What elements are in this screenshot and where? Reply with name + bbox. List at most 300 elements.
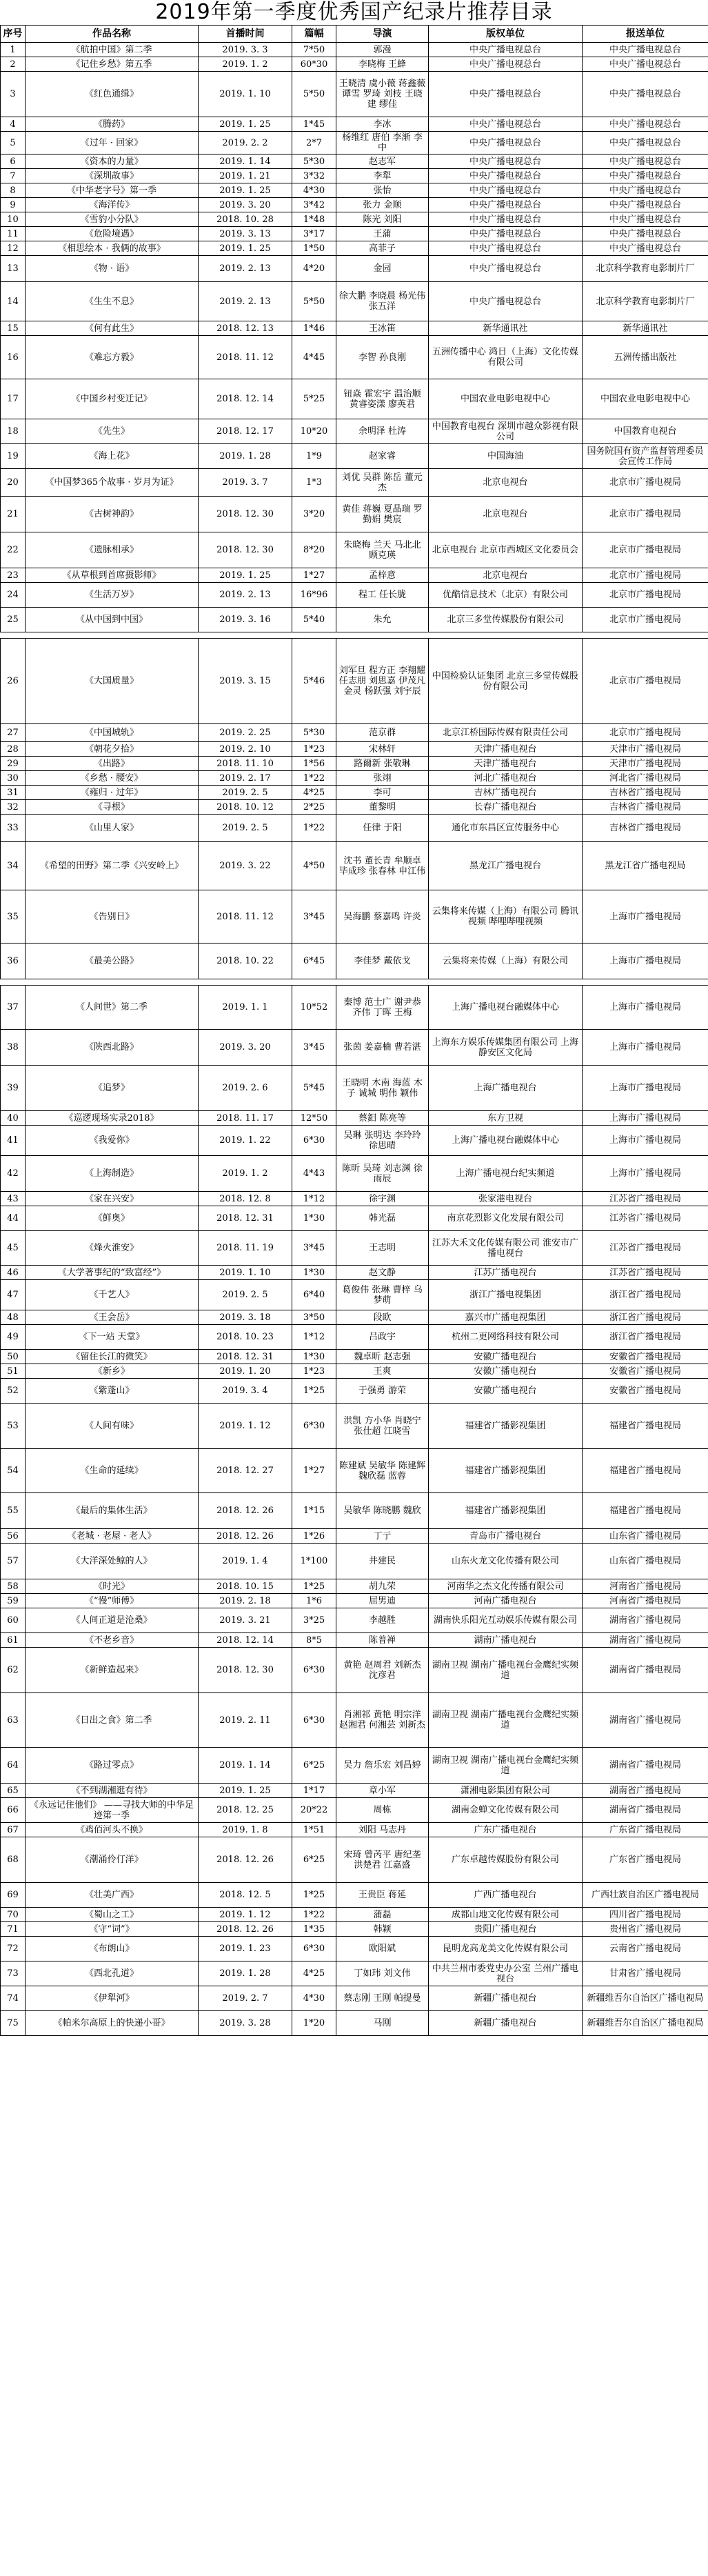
work-title: 《物 · 语》	[26, 256, 199, 282]
row-index: 47	[1, 1280, 26, 1310]
copyright-holder: 中央广播电视总台	[429, 282, 583, 321]
work-title: 《资本的力量》	[26, 154, 199, 169]
copyright-holder: 北京三多堂传媒股份有限公司	[429, 608, 583, 632]
row-index: 10	[1, 212, 26, 227]
director: 余明泽 杜涛	[336, 419, 429, 444]
table-row	[1, 1883, 708, 1908]
episodes: 1*26	[292, 1529, 336, 1544]
director: 吴力 詹乐宏 刘昌婷	[336, 1748, 429, 1784]
premiere-date: 2019. 3. 20	[199, 1030, 292, 1066]
table-row	[1, 183, 708, 198]
copyright-holder: 中央广播电视总台	[429, 183, 583, 198]
copyright-holder: 湖南广播电视台	[429, 1633, 583, 1648]
row-index: 65	[1, 1784, 26, 1798]
director: 肖湘祁 黄艳 明宗洋 赵湘君 何湘芸 刘新杰	[336, 1693, 429, 1748]
director: 刘优 吴群 陈岳 董元杰	[336, 469, 429, 497]
director: 陈建斌 吴敏华 陈建辉 魏欣磊 蓝蓉	[336, 1449, 429, 1493]
submitter: 中国教育电视台	[583, 419, 708, 444]
submitter: 中央广播电视总台	[583, 212, 708, 227]
table-row	[1, 583, 708, 608]
director: 吕政宇	[336, 1325, 429, 1350]
submitter: 江苏省广播电视局	[583, 1231, 708, 1266]
table-row	[1, 1325, 708, 1350]
premiere-date: 2019. 1. 21	[199, 169, 292, 183]
submitter: 浙江省广播电视局	[583, 1280, 708, 1310]
table-row	[1, 57, 708, 72]
episodes: 1*100	[292, 1544, 336, 1579]
director: 李越胜	[336, 1608, 429, 1633]
submitter: 福建省广播电视局	[583, 1493, 708, 1529]
work-title: 《最后的集体生活》	[26, 1493, 199, 1529]
work-title: 《生生不息》	[26, 282, 199, 321]
submitter: 山东省广播电视局	[583, 1529, 708, 1544]
director: 张茵 姜嘉楠 曹若湛	[336, 1030, 429, 1066]
work-title: 《日出之食》第二季	[26, 1693, 199, 1748]
table-row	[1, 198, 708, 212]
episodes: 12*50	[292, 1111, 336, 1126]
episodes: 6*25	[292, 1837, 336, 1883]
row-index: 53	[1, 1404, 26, 1449]
copyright-holder: 上海东方娱乐传媒集团有限公司 上海静安区文化局	[429, 1030, 583, 1066]
submitter: 河北省广播电视局	[583, 771, 708, 786]
work-title: 《从草根到首席摄影师》	[26, 568, 199, 583]
row-index: 52	[1, 1379, 26, 1404]
director: 马刚	[336, 2011, 429, 2036]
director: 郭漫	[336, 43, 429, 57]
premiere-date: 2019. 2. 17	[199, 771, 292, 786]
premiere-date: 2019. 1. 2	[199, 57, 292, 72]
work-title: 《王会岳》	[26, 1310, 199, 1325]
work-title: 《难忘方毅》	[26, 336, 199, 379]
table-row	[1, 1798, 708, 1823]
work-title: 《鲜奥》	[26, 1206, 199, 1231]
work-title: 《朝花夕拾》	[26, 742, 199, 757]
copyright-holder: 广东广播电视台	[429, 1823, 583, 1837]
episodes: 1*22	[292, 771, 336, 786]
premiere-date: 2018. 12. 14	[199, 379, 292, 419]
episodes: 1*23	[292, 1364, 336, 1379]
copyright-holder: 成都山地文化传媒有限公司	[429, 1908, 583, 1922]
row-index: 67	[1, 1823, 26, 1837]
copyright-holder: 河南广播电视台	[429, 1594, 583, 1608]
premiere-date: 2019. 2. 25	[199, 724, 292, 742]
copyright-holder: 杭州二更网络科技有限公司	[429, 1325, 583, 1350]
row-index: 44	[1, 1206, 26, 1231]
director: 吴海鹏 蔡嘉鸣 许炎	[336, 890, 429, 943]
copyright-holder: 江苏广播电视台	[429, 1266, 583, 1280]
premiere-date: 2018. 11. 19	[199, 1231, 292, 1266]
row-index: 8	[1, 183, 26, 198]
row-index: 63	[1, 1693, 26, 1748]
premiere-date: 2019. 2. 5	[199, 1280, 292, 1310]
work-title: 《“慢”师傅》	[26, 1594, 199, 1608]
copyright-holder: 湖南卫视 湖南广播电视台金鹰纪实频道	[429, 1648, 583, 1693]
table-row	[1, 1986, 708, 2011]
episodes: 1*45	[292, 117, 336, 132]
copyright-holder: 中国检验认证集团 北京三多堂传媒股份有限公司	[429, 639, 583, 724]
director: 王晓清 虞小薇 蒋鑫薇 谭雪 罗琦 刘枝 王晓建 缪佳	[336, 72, 429, 117]
director: 徐宇渊	[336, 1192, 429, 1206]
row-index: 39	[1, 1066, 26, 1111]
row-index: 66	[1, 1798, 26, 1823]
copyright-holder: 昆明龙高龙美文化传媒有限公司	[429, 1937, 583, 1961]
row-index: 3	[1, 72, 26, 117]
episodes: 4*30	[292, 1986, 336, 2011]
director: 韩颖	[336, 1922, 429, 1937]
copyright-holder: 湖南卫视 湖南广播电视台金鹰纪实频道	[429, 1693, 583, 1748]
submitter: 福建省广播电视局	[583, 1449, 708, 1493]
submitter: 北京市广播电视局	[583, 532, 708, 568]
submitter: 甘肃省广播电视局	[583, 1961, 708, 1986]
submitter: 北京市广播电视局	[583, 497, 708, 532]
premiere-date: 2018. 12. 17	[199, 419, 292, 444]
episodes: 3*17	[292, 227, 336, 241]
copyright-holder: 青岛市广播电视台	[429, 1529, 583, 1544]
premiere-date: 2019. 1. 28	[199, 444, 292, 469]
copyright-holder: 北京电视台 北京市西城区文化委员会	[429, 532, 583, 568]
premiere-date: 2018. 11. 12	[199, 336, 292, 379]
episodes: 6*30	[292, 1648, 336, 1693]
episodes: 1*27	[292, 568, 336, 583]
row-index: 73	[1, 1961, 26, 1986]
submitter: 贵州省广播电视局	[583, 1922, 708, 1937]
row-index: 34	[1, 842, 26, 890]
director: 周栋	[336, 1798, 429, 1823]
table-row	[1, 1364, 708, 1379]
work-title: 《鸡佰河头不换》	[26, 1823, 199, 1837]
premiere-date: 2019. 3. 18	[199, 1310, 292, 1325]
premiere-date: 2018. 10. 12	[199, 800, 292, 815]
row-index: 18	[1, 419, 26, 444]
episodes: 3*45	[292, 1231, 336, 1266]
row-index: 28	[1, 742, 26, 757]
director: 蒲磊	[336, 1908, 429, 1922]
director: 蔡鈤 陈亮等	[336, 1111, 429, 1126]
page-gap	[1, 979, 708, 986]
work-title: 《先生》	[26, 419, 199, 444]
row-index: 22	[1, 532, 26, 568]
table-row	[1, 321, 708, 336]
episodes: 10*20	[292, 419, 336, 444]
row-index: 26	[1, 639, 26, 724]
episodes: 4*45	[292, 336, 336, 379]
row-index: 20	[1, 469, 26, 497]
premiere-date: 2019. 2. 13	[199, 583, 292, 608]
submitter: 上海市广播电视局	[583, 943, 708, 979]
premiere-date: 2018. 12. 31	[199, 1350, 292, 1364]
director: 王冰笛	[336, 321, 429, 336]
row-index: 72	[1, 1937, 26, 1961]
premiere-date: 2018. 11. 12	[199, 890, 292, 943]
submitter: 北京市广播电视局	[583, 724, 708, 742]
premiere-date: 2018. 12. 30	[199, 497, 292, 532]
row-index: 12	[1, 241, 26, 256]
director: 赵家睿	[336, 444, 429, 469]
director: 孟梓意	[336, 568, 429, 583]
director: 洪凯 方小华 肖晓宁 张仕超 江晓雪	[336, 1404, 429, 1449]
row-index: 68	[1, 1837, 26, 1883]
director: 路爾新 张敬琳	[336, 757, 429, 771]
table-row	[1, 1961, 708, 1986]
episodes: 2*7	[292, 132, 336, 154]
table-row	[1, 1937, 708, 1961]
copyright-holder: 北京电视台	[429, 469, 583, 497]
episodes: 1*15	[292, 1493, 336, 1529]
table-row	[1, 2011, 708, 2036]
premiere-date: 2019. 1. 25	[199, 117, 292, 132]
copyright-holder: 中共兰州市委党史办公室 兰州广播电视台	[429, 1961, 583, 1986]
episodes: 3*45	[292, 890, 336, 943]
row-index: 35	[1, 890, 26, 943]
work-title: 《腾药》	[26, 117, 199, 132]
row-index: 16	[1, 336, 26, 379]
premiere-date: 2019. 1. 23	[199, 1937, 292, 1961]
table-row	[1, 169, 708, 183]
work-title: 《守“词”》	[26, 1922, 199, 1937]
table-row	[1, 1066, 708, 1111]
copyright-holder: 福建省广播影视集团	[429, 1493, 583, 1529]
episodes: 5*50	[292, 282, 336, 321]
table-row	[1, 1693, 708, 1748]
work-title: 《何有此生》	[26, 321, 199, 336]
copyright-holder: 浙江广播电视集团	[429, 1280, 583, 1310]
copyright-holder: 北京电视台	[429, 568, 583, 583]
row-index: 2	[1, 57, 26, 72]
episodes: 1*25	[292, 1379, 336, 1404]
copyright-holder: 天津广播电视台	[429, 757, 583, 771]
episodes: 8*5	[292, 1633, 336, 1648]
copyright-holder: 张家港电视台	[429, 1192, 583, 1206]
premiere-date: 2019. 2. 5	[199, 815, 292, 842]
submitter: 新疆维吾尔自治区广播电视局	[583, 2011, 708, 2036]
work-title: 《烽火淮安》	[26, 1231, 199, 1266]
copyright-holder: 中央广播电视总台	[429, 72, 583, 117]
work-title: 《紫蓬山》	[26, 1379, 199, 1404]
copyright-holder: 黑龙江广播电视台	[429, 842, 583, 890]
submitter: 上海市广播电视局	[583, 1111, 708, 1126]
copyright-holder: 湖南快乐阳光互动娱乐传媒有限公司	[429, 1608, 583, 1633]
copyright-holder: 中国教育电视台 深圳市越众影视有限公司	[429, 419, 583, 444]
header-premiere-date: 首播时间	[199, 26, 292, 43]
work-title: 《中国乡村变迁记》	[26, 379, 199, 419]
director: 朱晓梅 兰天 马北北 顾克瑛	[336, 532, 429, 568]
copyright-holder: 安徽广播电视台	[429, 1350, 583, 1364]
episodes: 1*30	[292, 1266, 336, 1280]
submitter: 中央广播电视总台	[583, 72, 708, 117]
work-title: 《人间世》第二季	[26, 986, 199, 1030]
row-index: 50	[1, 1350, 26, 1364]
submitter: 浙江省广播电视局	[583, 1325, 708, 1350]
submitter: 黑龙江省广播电视局	[583, 842, 708, 890]
director: 章小军	[336, 1784, 429, 1798]
row-index: 70	[1, 1908, 26, 1922]
premiere-date: 2018. 12. 25	[199, 1798, 292, 1823]
episodes: 10*52	[292, 986, 336, 1030]
episodes: 1*20	[292, 2011, 336, 2036]
copyright-holder: 上海广播电视台	[429, 1066, 583, 1111]
director: 王晓明 木南 海蓝 木子 诚城 明伟 颖伟	[336, 1066, 429, 1111]
table-row	[1, 1579, 708, 1594]
submitter: 上海市广播电视局	[583, 1156, 708, 1192]
director: 任律 于阳	[336, 815, 429, 842]
table-row	[1, 1280, 708, 1310]
premiere-date: 2018. 12. 31	[199, 1206, 292, 1231]
premiere-date: 2018. 12. 13	[199, 321, 292, 336]
director: 段欧	[336, 1310, 429, 1325]
premiere-date: 2019. 1. 22	[199, 1126, 292, 1156]
episodes: 6*30	[292, 1693, 336, 1748]
director: 张力 金顺	[336, 198, 429, 212]
director: 朱允	[336, 608, 429, 632]
premiere-date: 2019. 1. 28	[199, 1961, 292, 1986]
table-header-row	[1, 26, 708, 43]
row-index: 11	[1, 227, 26, 241]
work-title: 《布朗山》	[26, 1937, 199, 1961]
header-episodes: 篇幅	[292, 26, 336, 43]
row-index: 32	[1, 800, 26, 815]
episodes: 1*30	[292, 1206, 336, 1231]
work-title: 《人间正道是沧桑》	[26, 1608, 199, 1633]
table-row	[1, 1529, 708, 1544]
copyright-holder: 南京花烈影文化发展有限公司	[429, 1206, 583, 1231]
episodes: 1*35	[292, 1922, 336, 1937]
episodes: 3*20	[292, 497, 336, 532]
table-row	[1, 43, 708, 57]
episodes: 5*46	[292, 639, 336, 724]
premiere-date: 2019. 3. 20	[199, 198, 292, 212]
submitter: 新疆维吾尔自治区广播电视局	[583, 1986, 708, 2011]
copyright-holder: 山东火龙文化传播有限公司	[429, 1544, 583, 1579]
copyright-holder: 河南华之杰文化传播有限公司	[429, 1579, 583, 1594]
director: 高菲子	[336, 241, 429, 256]
episodes: 6*30	[292, 1126, 336, 1156]
premiere-date: 2018. 12. 26	[199, 1837, 292, 1883]
episodes: 6*30	[292, 1937, 336, 1961]
table-row	[1, 1633, 708, 1648]
submitter: 湖南省广播电视局	[583, 1608, 708, 1633]
episodes: 5*30	[292, 154, 336, 169]
table-row	[1, 943, 708, 979]
row-index: 6	[1, 154, 26, 169]
episodes: 1*3	[292, 469, 336, 497]
row-index: 19	[1, 444, 26, 469]
header-index: 序号	[1, 26, 26, 43]
row-index: 71	[1, 1922, 26, 1937]
work-title: 《乡愁 · 腰安》	[26, 771, 199, 786]
premiere-date: 2018. 12. 26	[199, 1922, 292, 1937]
table-row	[1, 72, 708, 117]
episodes: 1*12	[292, 1325, 336, 1350]
table-row	[1, 1126, 708, 1156]
submitter: 国务院国有资产监督管理委员会宣传工作局	[583, 444, 708, 469]
copyright-holder: 中央广播电视总台	[429, 241, 583, 256]
work-title: 《下一站 天堂》	[26, 1325, 199, 1350]
row-index: 74	[1, 1986, 26, 2011]
copyright-holder: 广西广播电视台	[429, 1883, 583, 1908]
director: 李可	[336, 786, 429, 800]
work-title: 《陕西北路》	[26, 1030, 199, 1066]
submitter: 北京市广播电视局	[583, 639, 708, 724]
table-row	[1, 469, 708, 497]
work-title: 《新鲜造起来》	[26, 1648, 199, 1693]
episodes: 3*45	[292, 1030, 336, 1066]
table-body	[1, 43, 708, 2036]
row-index: 45	[1, 1231, 26, 1266]
submitter: 广东省广播电视局	[583, 1823, 708, 1837]
premiere-date: 2019. 2. 13	[199, 256, 292, 282]
row-index: 24	[1, 583, 26, 608]
row-index: 54	[1, 1449, 26, 1493]
table-row	[1, 1310, 708, 1325]
episodes: 2*25	[292, 800, 336, 815]
page-separator	[1, 632, 708, 639]
episodes: 1*6	[292, 1594, 336, 1608]
copyright-holder: 潇湘电影集团有限公司	[429, 1784, 583, 1798]
copyright-holder: 河北广播电视台	[429, 771, 583, 786]
premiere-date: 2019. 1. 25	[199, 183, 292, 198]
director: 吴琳 张明达 李玲玲 徐思晴	[336, 1126, 429, 1156]
table-row	[1, 800, 708, 815]
submitter: 广西壮族自治区广播电视局	[583, 1883, 708, 1908]
row-index: 64	[1, 1748, 26, 1784]
submitter: 中央广播电视总台	[583, 57, 708, 72]
director: 刘阳 马志丹	[336, 1823, 429, 1837]
premiere-date: 2019. 3. 3	[199, 43, 292, 57]
director: 丁亍	[336, 1529, 429, 1544]
copyright-holder: 新华通讯社	[429, 321, 583, 336]
director: 吴敏华 陈晓鹏 魏欣	[336, 1493, 429, 1529]
submitter: 上海市广播电视局	[583, 986, 708, 1030]
work-title: 《帕米尔高原上的快递小哥》	[26, 2011, 199, 2036]
premiere-date: 2019. 1. 8	[199, 1823, 292, 1837]
row-index: 13	[1, 256, 26, 282]
submitter: 中央广播电视总台	[583, 169, 708, 183]
work-title: 《时光》	[26, 1579, 199, 1594]
episodes: 1*50	[292, 241, 336, 256]
episodes: 8*20	[292, 532, 336, 568]
episodes: 3*50	[292, 1310, 336, 1325]
premiere-date: 2019. 1. 12	[199, 1404, 292, 1449]
table-row	[1, 1111, 708, 1126]
row-index: 4	[1, 117, 26, 132]
work-title: 《西北孔道》	[26, 1961, 199, 1986]
row-index: 37	[1, 986, 26, 1030]
table-row	[1, 212, 708, 227]
episodes: 4*25	[292, 786, 336, 800]
submitter: 中国农业电影电视中心	[583, 379, 708, 419]
work-title: 《中国梦365个故事 · 岁月为证》	[26, 469, 199, 497]
director: 赵志军	[336, 154, 429, 169]
premiere-date: 2019. 1. 25	[199, 1784, 292, 1798]
row-index: 40	[1, 1111, 26, 1126]
copyright-holder: 云集将来传媒（上海）有限公司 腾讯视频 哔哩哔哩视频	[429, 890, 583, 943]
copyright-holder: 中央广播电视总台	[429, 43, 583, 57]
episodes: 1*51	[292, 1823, 336, 1837]
work-title: 《留住长江的微笑》	[26, 1350, 199, 1364]
premiere-date: 2019. 1. 10	[199, 72, 292, 117]
episodes: 1*9	[292, 444, 336, 469]
premiere-date: 2019. 2. 13	[199, 282, 292, 321]
work-title: 《出路》	[26, 757, 199, 771]
premiere-date: 2019. 2. 7	[199, 1986, 292, 2011]
header-director: 导演	[336, 26, 429, 43]
table-row	[1, 842, 708, 890]
copyright-holder: 中央广播电视总台	[429, 154, 583, 169]
submitter: 福建省广播电视局	[583, 1404, 708, 1449]
table-row	[1, 379, 708, 419]
table-row	[1, 986, 708, 1030]
row-index: 42	[1, 1156, 26, 1192]
